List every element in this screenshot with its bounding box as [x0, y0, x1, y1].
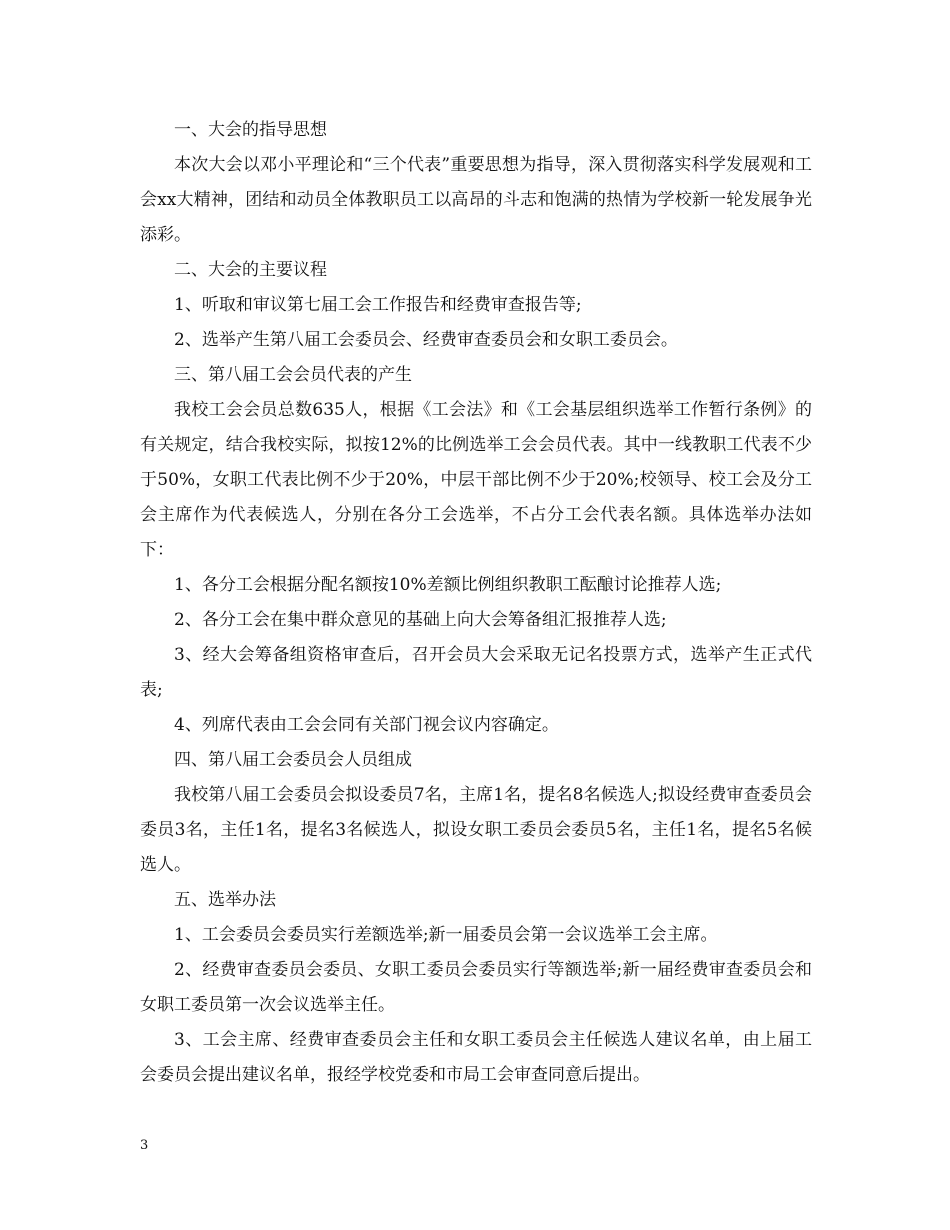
agenda-item-1: 1、听取和审议第七届工会工作报告和经费审查报告等; [174, 295, 582, 315]
heading-election-method: 五、选举办法 [174, 890, 276, 910]
election-method-item-1: 1、工会委员会委员实行差额选举;新一届委员会第一会议选举工会主席。 [174, 925, 718, 945]
document-body [140, 113, 812, 1093]
selection-method-item-3: 3、经大会筹备组资格审查后，召开会员大会采取无记名投票方式，选举产生正式代表; [140, 645, 812, 700]
election-method-item-2: 2、经费审查委员会委员、女职工委员会委员实行等额选举;新一届经费审查委员会和女职工委员第一次会议选举主任。 [140, 960, 812, 1015]
agenda-item-2: 2、选举产生第八届工会委员会、经费审查委员会和女职工委员会。 [174, 330, 678, 350]
paragraph-representative-selection: 我校工会会员总数635人，根据《工会法》和《工会基层组织选举工作暂行条例》的有关规定，结合我校实际，拟按12%的比例选举工会会员代表。其中一线教职工代表不少于50%，女职工代表比例不少于20%，中层干部比例不少于20%;校领导、校工会及分工会主席作为代表候选人，分别在各分工会选举，不占分工会代表名额。具体选举办法如下： [140, 400, 812, 560]
page-number: 3 [140, 1138, 149, 1153]
heading-main-agenda: 二、大会的主要议程 [174, 260, 327, 280]
heading-guiding-ideology: 一、大会的指导思想 [174, 120, 327, 140]
heading-committee-composition: 四、第八届工会委员会人员组成 [174, 750, 412, 770]
selection-method-item-4: 4、列席代表由工会会同有关部门视会议内容确定。 [174, 715, 559, 735]
paragraph-committee-composition: 我校第八届工会委员会拟设委员7名，主席1名，提名8名候选人;拟设经费审查委员会委员3名，主任1名，提名3名候选人，拟设女职工委员会委员5名，主任1名，提名5名候选人。 [140, 785, 812, 875]
election-method-item-3: 3、工会主席、经费审查委员会主任和女职工委员会主任候选人建议名单，由上届工会委员会提出建议名单，报经学校党委和市局工会审查同意后提出。 [140, 1030, 812, 1085]
selection-method-item-1: 1、各分工会根据分配名额按10%差额比例组织教职工酝酿讨论推荐人选; [174, 575, 722, 595]
paragraph-guiding-ideology: 本次大会以邓小平理论和“三个代表”重要思想为指导，深入贯彻落实科学发展观和工会xx大精神，团结和动员全体教职员工以高昂的斗志和饱满的热情为学校新一轮发展争光添彩。 [140, 155, 812, 245]
heading-representative-selection: 三、第八届工会会员代表的产生 [174, 365, 412, 385]
selection-method-item-2: 2、各分工会在集中群众意见的基础上向大会筹备组汇报推荐人选; [174, 610, 667, 630]
